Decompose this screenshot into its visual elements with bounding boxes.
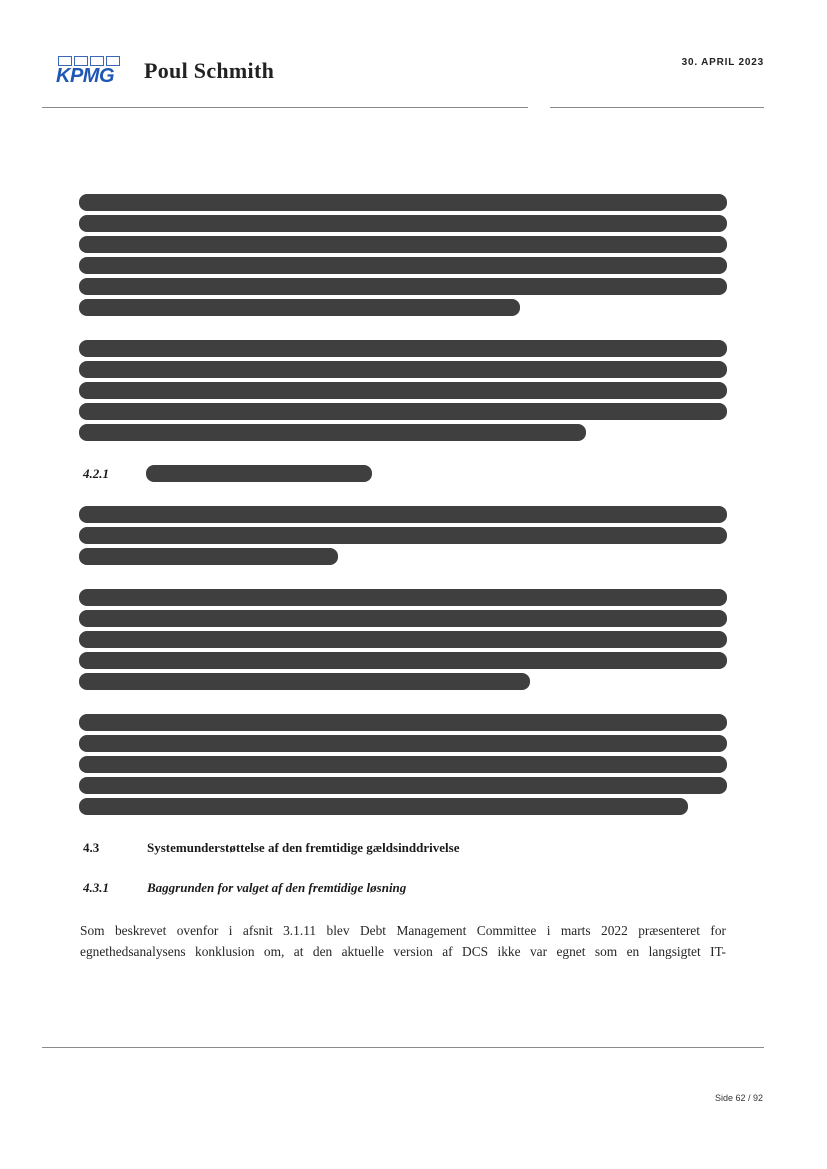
redaction-bar [79,361,727,378]
redaction-bar [79,236,727,253]
redaction-bar [79,589,727,606]
section-number-4-2-1: 4.2.1 [83,466,109,481]
redaction-bar [79,340,727,357]
redaction-bar [79,506,727,523]
redaction-bar [79,673,530,690]
redaction-bar [79,403,727,420]
redacted-heading-4-2-1 [146,465,372,482]
section-title-4-3-1: Baggrunden for valget af den fremtidige løsning [147,880,407,895]
redaction-bar [79,215,727,232]
section-title-4-3: Systemunderstøttelse af den fremtidige gældsinddrivelse [147,840,460,855]
redaction-bar [79,714,727,731]
redaction-bar [79,278,727,295]
redaction-bar [79,610,727,627]
redaction-bar [79,548,338,565]
page-number: Side 62 / 92 [714,1093,763,1103]
footer-rule [42,1047,764,1048]
redaction-bar [79,299,520,316]
redaction-bar [79,735,727,752]
section-number-4-3: 4.3 [83,840,100,855]
redaction-bar [79,527,727,544]
header-date: 30. APRIL 2023 [681,57,764,68]
section-number-4-3-1: 4.3.1 [83,880,109,895]
header-rule-right [550,107,764,108]
redaction-bar [79,756,727,773]
redaction-bar [79,194,727,211]
redaction-bar [79,382,727,399]
header-title: Poul Schmith [144,58,275,83]
kpmg-logo [56,56,124,86]
header-rule-left [42,107,528,108]
redaction-bar [79,424,586,441]
body-paragraph-line-2: egnethedsanalysens konklusion om, at den aktuelle version af DCS ikke var egnet som en langsigtet IT- [80,944,726,959]
redaction-bar [79,798,688,815]
kpmg-logo-text: KPMG [56,65,114,87]
redaction-bar [79,777,727,794]
redaction-bar [79,652,727,669]
body-paragraph-line-1: Som beskrevet ovenfor i afsnit 3.1.11 blev Debt Management Committee i marts 2022 præsenteret for [80,923,726,938]
body-paragraph [80,920,726,962]
redaction-bar [79,257,727,274]
redaction-bar [79,631,727,648]
